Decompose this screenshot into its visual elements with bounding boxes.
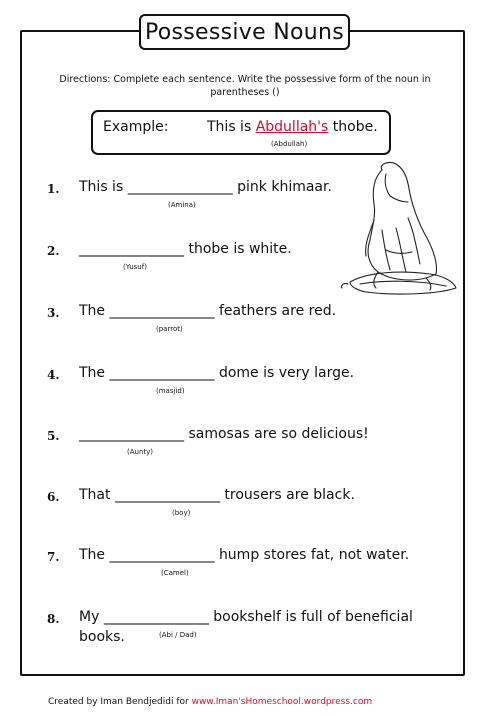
example-box [91,110,391,155]
question-sentence[interactable]: _______________ samosas are so delicious! [79,426,369,442]
question-hint: (parrot) [156,325,183,333]
question-number: 8. [47,612,60,626]
question-hint: (Amina) [168,201,196,209]
example-hint: (Abdullah) [271,140,308,148]
question-sentence[interactable]: That _______________ trousers are black. [79,487,355,503]
question-sentence[interactable]: The _______________ hump stores fat, not water. [79,547,410,563]
question-hint: (Aunty) [127,448,154,456]
directions-text: Directions: Complete each sentence. Write the possessive form of the noun in parentheses () [59,74,431,98]
footer-url-link[interactable]: www.Iman'sHomeschool.wordpress.com [191,697,373,707]
question-sentence[interactable]: My _______________ bookshelf is full of beneficial [79,609,413,625]
question-number: 5. [47,429,60,443]
question-sentence[interactable]: The _______________ feathers are red. [79,303,337,319]
example-label: Example: [103,119,169,135]
question-number: 1. [47,182,60,196]
worksheet-title: Possessive Nouns [139,14,350,50]
example-answer: Abdullah's [255,119,329,135]
question-sentence-continued: books. [79,629,125,645]
footer-credit [48,697,372,707]
question-number: 3. [47,306,60,320]
example-before: This is [207,119,256,135]
example-sentence [207,119,378,135]
question-hint: (boy) [172,509,191,517]
question-sentence[interactable]: The _______________ dome is very large. [79,365,355,381]
question-hint: (Yusuf) [123,263,147,271]
question-hint: (Abi / Dad) [159,631,197,639]
praying-girl-illustration [338,160,460,298]
question-hint: (Camel) [161,569,189,577]
question-number: 4. [47,368,60,382]
question-hint: (masjid) [156,387,185,395]
footer-prefix: Created by Iman Bendjedidi for [48,697,192,707]
question-sentence[interactable]: _______________ thobe is white. [79,241,292,257]
question-number: 6. [47,490,60,504]
example-after: thobe. [328,119,378,135]
question-number: 2. [47,244,60,258]
question-number: 7. [47,550,60,564]
question-sentence[interactable]: This is _______________ pink khimaar. [79,179,332,195]
